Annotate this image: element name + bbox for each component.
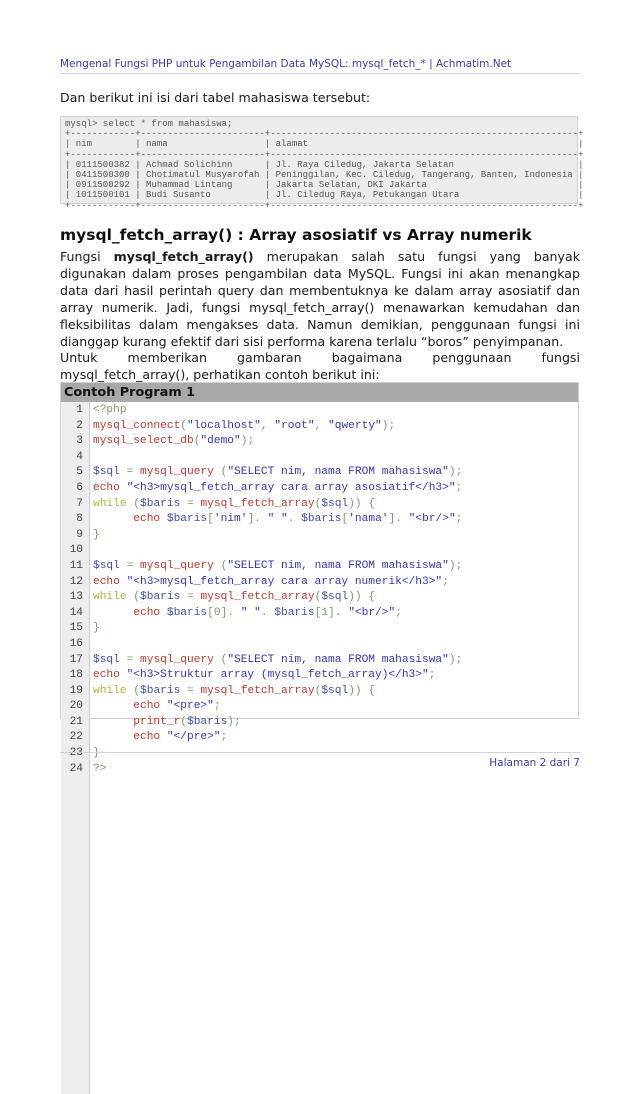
line-number: 16 [69, 637, 83, 650]
code-line [61, 403, 578, 419]
code-token: echo [93, 700, 167, 713]
code-token: "<br/>" [348, 606, 396, 619]
line-number: 3 [76, 435, 83, 448]
code-token: echo [93, 481, 127, 494]
intro-text: Dan berikut ini isi dari tabel mahasiswa tersebut: [60, 90, 371, 105]
code-token: $baris [166, 513, 208, 526]
code-token: $sql [93, 559, 120, 572]
code-line [61, 730, 578, 746]
code-line [61, 668, 578, 684]
line-number: 8 [76, 513, 83, 526]
code-token: = [180, 684, 201, 697]
code-token: ; [213, 700, 221, 713]
mysql-output-block [60, 116, 584, 211]
code-text [93, 481, 462, 497]
code-token: while [93, 497, 127, 510]
mysql-output-line: +------------+-----------------------+---------------------------------------------------------+ [65, 129, 584, 140]
code-token: mysql_query [140, 466, 214, 479]
code-token: $baris [140, 497, 181, 510]
code-token: ( [126, 497, 141, 510]
code-token: ; [395, 606, 402, 619]
code-token: } [93, 528, 100, 541]
line-number: 10 [69, 544, 83, 557]
line-number: 17 [69, 653, 83, 666]
code-text [93, 497, 375, 513]
line-number: 21 [69, 715, 83, 728]
code-token: } [93, 622, 100, 635]
code-token: $baris [140, 684, 181, 697]
code-line [61, 528, 578, 544]
footer-divider [60, 752, 580, 753]
code-token: "<h3>mysql_fetch_array cara array numerik</h3>" [126, 575, 443, 588]
code-text [93, 684, 375, 700]
code-line [61, 481, 578, 497]
mysql-output-line: mysql> select * from mahasiswa; [65, 119, 233, 129]
code-token: echo [93, 606, 167, 619]
code-token: "<pre>" [166, 700, 214, 713]
code-token: ( [213, 653, 228, 666]
line-number: 6 [76, 481, 83, 494]
code-line [61, 434, 578, 450]
code-token: "SELECT nim, nama FROM mahasiswa" [227, 466, 449, 479]
code-token: $baris [140, 591, 181, 604]
code-line [61, 543, 578, 559]
code-text [93, 653, 462, 669]
code-token: ); [448, 653, 463, 666]
code-token: ]. [388, 513, 409, 526]
code-text [93, 590, 375, 606]
mysql-output-line: | 1011500101 | Budi Susanto | Jl. Ciledug Raya, Petukangan Utara | [65, 190, 584, 201]
code-token: ( [180, 715, 187, 728]
code-line [61, 715, 578, 731]
code-text [93, 403, 127, 419]
code-line [61, 497, 578, 513]
code-line [61, 637, 578, 653]
code-text [93, 668, 435, 684]
code-token: "SELECT nim, nama FROM mahasiswa" [227, 559, 449, 572]
code-token: 'nama' [348, 513, 389, 526]
code-token: $baris [166, 606, 208, 619]
code-line [61, 512, 578, 528]
code-line [61, 419, 578, 435]
code-token: <?php [93, 404, 127, 416]
line-number: 24 [69, 762, 83, 775]
paragraph-2: Untuk memberikan gambaran bagaimana penggunaan fungsi mysql_fetch_array(), perhatikan contoh berikut ini: [60, 350, 580, 382]
code-token: mysql_select_db [93, 435, 194, 448]
code-token: , [260, 419, 275, 432]
line-number: 4 [76, 450, 83, 463]
mysql-output-line: | 0111500382 | Achmad Solichinn | Jl. Raya Ciledug, Jakarta Selatan | [65, 159, 584, 170]
code-text [93, 762, 106, 778]
code-text [93, 746, 100, 762]
code-token: )) { [348, 497, 376, 510]
line-number: 20 [69, 700, 83, 713]
code-line [61, 653, 578, 669]
code-token: ; [442, 575, 449, 588]
code-token: ); [448, 466, 463, 479]
code-token: "localhost" [187, 419, 261, 432]
code-text [93, 419, 395, 435]
code-token: ]. [247, 513, 268, 526]
line-number: 12 [69, 575, 83, 588]
code-token: mysql_fetch_array [200, 684, 315, 697]
page-number: Halaman 2 dari 7 [489, 757, 580, 769]
line-number: 18 [69, 669, 83, 682]
code-text [93, 606, 402, 622]
code-token: ); [381, 419, 396, 432]
code-token: ( [213, 559, 228, 572]
code-token: while [93, 591, 127, 604]
code-token: "<h3>mysql_fetch_array cara array asosiatif</h3>" [126, 481, 456, 494]
code-line [61, 684, 578, 700]
code-token: ( [180, 419, 187, 432]
code-token: mysql_query [140, 653, 214, 666]
code-token: = [119, 559, 141, 572]
code-token: , [314, 419, 329, 432]
code-text [93, 715, 241, 731]
code-token: "<h3>Struktur array (mysql_fetch_array)</h3>" [126, 669, 429, 682]
code-token: print_r [93, 715, 181, 728]
code-token: ; [428, 669, 436, 682]
code-token: $baris [301, 513, 342, 526]
code-token: . [260, 606, 275, 619]
code-token: ( [193, 435, 201, 448]
code-token: ); [448, 559, 463, 572]
code-token: ; [455, 513, 463, 526]
code-token: $sql [93, 466, 120, 479]
line-number: 22 [69, 731, 83, 744]
code-token: $sql [321, 684, 349, 697]
code-token: "SELECT nim, nama FROM mahasiswa" [227, 653, 449, 666]
code-line [61, 465, 578, 481]
para1-bold: mysql_fetch_array() [113, 249, 254, 264]
code-token: ); [240, 435, 255, 448]
mysql-output-line: +------------+-----------------------+---------------------------------------------------------+ [65, 200, 584, 211]
code-token: while [93, 684, 127, 697]
code-text [93, 699, 221, 715]
page-header-title: Mengenal Fungsi PHP untuk Pengambilan Data MySQL: mysql_fetch_* | Achmatim.Net [60, 58, 512, 70]
code-line [61, 559, 578, 575]
code-token: = [119, 466, 141, 479]
code-token: )) { [348, 591, 376, 604]
line-number: 15 [69, 622, 83, 635]
code-token: "</pre>" [166, 731, 221, 744]
mysql-output-line: | 0411500300 | Chotimatul Musyarofah | Peninggilan, Kec. Ciledug, Tangerang, Banten, Indonesia | [65, 170, 584, 181]
code-text [93, 528, 100, 544]
code-token: mysql_connect [93, 419, 181, 432]
code-token: ?> [93, 762, 107, 775]
code-token: ; [455, 481, 463, 494]
code-token: "<br/>" [408, 513, 456, 526]
code-token: ( [314, 591, 322, 604]
code-line [61, 590, 578, 606]
code-token: = [180, 497, 201, 510]
header-divider [60, 73, 580, 74]
code-token: mysql_fetch_array [200, 591, 315, 604]
code-token: ( [126, 591, 141, 604]
code-token: . [287, 513, 302, 526]
code-token: " " [240, 606, 261, 619]
code-token: echo [93, 513, 167, 526]
code-token: = [119, 653, 141, 666]
code-token: [0]. [207, 606, 241, 619]
code-line [61, 450, 578, 466]
code-token: ( [126, 684, 141, 697]
section-heading: mysql_fetch_array() : Array asosiatif vs Array numerik [60, 226, 532, 244]
mysql-output-line: +------------+-----------------------+---------------------------------------------------------+ [65, 149, 584, 160]
code-token: ( [314, 684, 322, 697]
code-token: mysql_fetch_array [200, 497, 315, 510]
code-token: "root" [274, 419, 315, 432]
code-token: echo [93, 669, 127, 682]
code-line [61, 575, 578, 591]
line-number: 2 [76, 419, 83, 432]
line-number: 13 [69, 591, 83, 604]
code-token: [1]. [314, 606, 349, 619]
code-token: " " [267, 513, 288, 526]
code-token: $sql [93, 653, 120, 666]
code-line [61, 621, 578, 637]
line-number: 1 [76, 404, 83, 416]
line-number: 19 [69, 684, 83, 697]
line-number: 14 [69, 606, 83, 619]
code-line [61, 699, 578, 715]
code-token: "qwerty" [328, 419, 382, 432]
paragraph-1 [60, 248, 580, 350]
code-token: = [180, 591, 201, 604]
line-number: 7 [76, 497, 83, 510]
mysql-output-line: | 0911500292 | Muhammad Lintang | Jakarta Selatan, DKI Jakarta | [65, 180, 584, 191]
code-line [61, 606, 578, 622]
code-text [93, 512, 462, 528]
code-token: [ [341, 513, 349, 526]
code-box-title: Contoh Program 1 [61, 383, 578, 402]
code-token: ( [213, 466, 228, 479]
code-token: ( [314, 497, 322, 510]
code-token: $baris [187, 715, 228, 728]
code-token: echo [93, 575, 127, 588]
code-text [93, 559, 462, 575]
code-token: )) { [348, 684, 376, 697]
code-text [93, 465, 462, 481]
code-text [93, 434, 254, 450]
code-token: [ [207, 513, 214, 526]
code-token: $sql [321, 497, 349, 510]
code-token: 'nim' [213, 513, 248, 526]
code-token: mysql_query [140, 559, 214, 572]
code-token: ); [227, 715, 241, 728]
para1-post: merupakan salah satu fungsi yang banyak digunakan dalam proses pengambilan data MySQL. Fungsi ini akan menangkap data dari hasil perintah query dan membentuknya ke dalam array asosiatif dan array numerik. Jadi, fungsi mysql_fetch_array() menawarkan kemudahan dan fleksibilitas dalam mengakses data. Namun demikian, penggunaan fungsi ini dianggap kurang efektif dari sisi performa karena terlalu “boros” penyimpanan. [60, 249, 580, 349]
code-token: ; [220, 731, 228, 744]
line-number: 5 [76, 466, 83, 479]
code-listing [61, 402, 578, 777]
code-token: $baris [274, 606, 315, 619]
code-token: "demo" [200, 435, 241, 448]
code-text [93, 575, 449, 591]
code-text [93, 621, 100, 637]
para1-pre: Fungsi [60, 249, 114, 264]
line-number: 23 [69, 747, 83, 760]
line-number: 11 [69, 559, 83, 572]
mysql-output-line: | nim | nama | alamat | [65, 139, 584, 150]
code-token: $sql [321, 591, 349, 604]
code-token: echo [93, 731, 167, 744]
code-token: } [93, 747, 100, 760]
line-number: 9 [76, 528, 83, 541]
code-text [93, 730, 227, 746]
